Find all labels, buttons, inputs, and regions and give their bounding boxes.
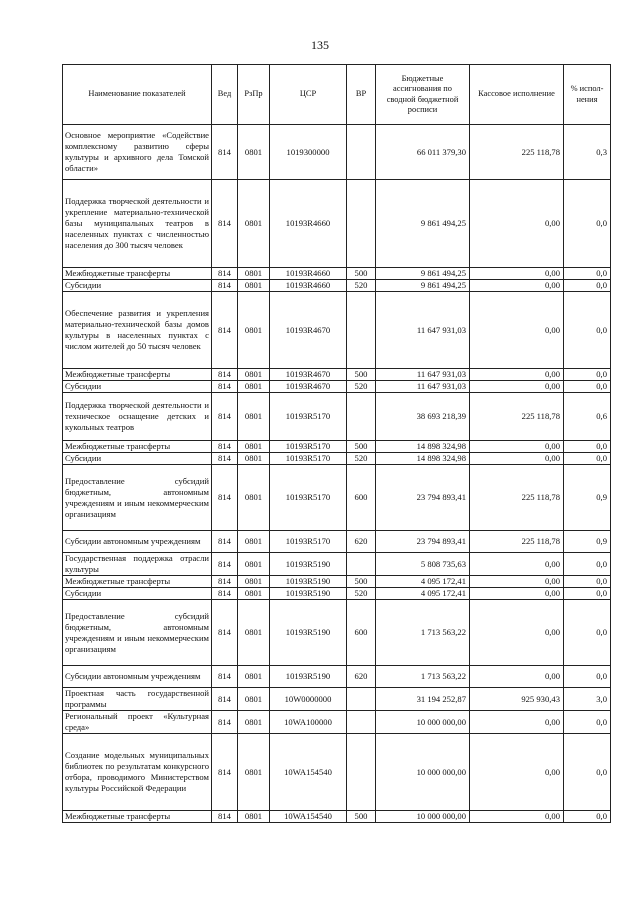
table-row: [63, 369, 611, 381]
cell-pct: 0,0: [564, 600, 611, 666]
cell-ved: 814: [212, 268, 238, 280]
cell-pct: 0,0: [564, 280, 611, 292]
header-ved: Вед: [212, 65, 238, 125]
cell-csr: 10W0000000: [270, 688, 347, 711]
cell-ved: 814: [212, 553, 238, 576]
cell-rzpr: 0801: [238, 268, 270, 280]
cell-rzpr: 0801: [238, 588, 270, 600]
cell-cash: 0,00: [470, 292, 564, 369]
table-row: [63, 268, 611, 280]
cell-cash: 225 118,78: [470, 393, 564, 441]
cell-cash: 0,00: [470, 453, 564, 465]
cell-csr: 10WA154540: [270, 734, 347, 811]
header-csr: ЦСР: [270, 65, 347, 125]
table-row: [63, 531, 611, 553]
cell-csr: 10193R5170: [270, 441, 347, 453]
table-row: [63, 393, 611, 441]
cell-pct: 0,0: [564, 381, 611, 393]
cell-name: Межбюджетные трансферты: [63, 369, 212, 381]
cell-pct: 0,0: [564, 268, 611, 280]
cell-name: Субсидии: [63, 280, 212, 292]
cell-budget: 11 647 931,03: [376, 292, 470, 369]
cell-vr: 600: [347, 465, 376, 531]
cell-cash: 0,00: [470, 711, 564, 734]
cell-vr: [347, 125, 376, 180]
cell-budget: 23 794 893,41: [376, 531, 470, 553]
cell-pct: 0,0: [564, 576, 611, 588]
cell-csr: 10193R5190: [270, 600, 347, 666]
cell-pct: 0,0: [564, 180, 611, 268]
table-row: [63, 180, 611, 268]
table-row: [63, 576, 611, 588]
cell-cash: 0,00: [470, 576, 564, 588]
cell-vr: 520: [347, 280, 376, 292]
cell-pct: 0,9: [564, 531, 611, 553]
cell-csr: 10193R5190: [270, 576, 347, 588]
cell-cash: 225 118,78: [470, 465, 564, 531]
cell-rzpr: 0801: [238, 711, 270, 734]
cell-pct: 0,0: [564, 292, 611, 369]
cell-name: Региональный проект «Культурная среда»: [63, 711, 212, 734]
cell-name: Поддержка творческой деятельности и техническое оснащение детских и кукольных театров: [63, 393, 212, 441]
cell-cash: 0,00: [470, 268, 564, 280]
cell-ved: 814: [212, 393, 238, 441]
cell-budget: 9 861 494,25: [376, 268, 470, 280]
cell-ved: 814: [212, 369, 238, 381]
cell-rzpr: 0801: [238, 688, 270, 711]
cell-ved: 814: [212, 292, 238, 369]
cell-name: Субсидии автономным учреждениям: [63, 666, 212, 688]
cell-ved: 814: [212, 576, 238, 588]
cell-csr: 10193R4660: [270, 280, 347, 292]
cell-vr: [347, 734, 376, 811]
table-header-row: [63, 65, 611, 125]
cell-rzpr: 0801: [238, 734, 270, 811]
header-pct: % испол-нения: [564, 65, 611, 125]
cell-cash: 0,00: [470, 553, 564, 576]
cell-name: Предоставление субсидий бюджетным, автономным учреждениям и иным некоммерческим организациям: [63, 465, 212, 531]
table-row: [63, 381, 611, 393]
cell-vr: [347, 292, 376, 369]
cell-rzpr: 0801: [238, 441, 270, 453]
cell-pct: 0,0: [564, 453, 611, 465]
cell-name: Межбюджетные трансферты: [63, 441, 212, 453]
cell-csr: 10193R5170: [270, 531, 347, 553]
cell-csr: 10WA154540: [270, 811, 347, 823]
table-row: [63, 441, 611, 453]
cell-rzpr: 0801: [238, 531, 270, 553]
header-cash: Кассовое исполнение: [470, 65, 564, 125]
table-row: [63, 465, 611, 531]
cell-rzpr: 0801: [238, 280, 270, 292]
cell-budget: 1 713 563,22: [376, 666, 470, 688]
cell-ved: 814: [212, 125, 238, 180]
cell-pct: 0,0: [564, 369, 611, 381]
cell-budget: 10 000 000,00: [376, 711, 470, 734]
cell-name: Субсидии: [63, 453, 212, 465]
table-row: [63, 666, 611, 688]
cell-vr: [347, 393, 376, 441]
table-row: [63, 688, 611, 711]
cell-ved: 814: [212, 531, 238, 553]
cell-name: Субсидии: [63, 381, 212, 393]
cell-csr: 1019300000: [270, 125, 347, 180]
table-row: [63, 734, 611, 811]
cell-rzpr: 0801: [238, 576, 270, 588]
cell-csr: 10193R4670: [270, 369, 347, 381]
table-row: [63, 553, 611, 576]
cell-rzpr: 0801: [238, 369, 270, 381]
cell-name: Субсидии: [63, 588, 212, 600]
cell-ved: 814: [212, 280, 238, 292]
cell-vr: 620: [347, 531, 376, 553]
cell-csr: 10193R4670: [270, 292, 347, 369]
cell-vr: 520: [347, 588, 376, 600]
header-budget: Бюджетные ассигнования по сводной бюджетной росписи: [376, 65, 470, 125]
cell-ved: 814: [212, 711, 238, 734]
table-row: [63, 600, 611, 666]
cell-budget: 31 194 252,87: [376, 688, 470, 711]
table-row: [63, 588, 611, 600]
cell-name: Межбюджетные трансферты: [63, 576, 212, 588]
cell-budget: 11 647 931,03: [376, 369, 470, 381]
cell-name: Государственная поддержка отрасли культуры: [63, 553, 212, 576]
cell-budget: 9 861 494,25: [376, 180, 470, 268]
cell-csr: 10193R4660: [270, 180, 347, 268]
table-row: [63, 280, 611, 292]
cell-csr: 10193R5190: [270, 666, 347, 688]
cell-cash: 225 118,78: [470, 125, 564, 180]
cell-csr: 10WA100000: [270, 711, 347, 734]
cell-ved: 814: [212, 588, 238, 600]
cell-budget: 23 794 893,41: [376, 465, 470, 531]
cell-ved: 814: [212, 688, 238, 711]
cell-budget: 4 095 172,41: [376, 576, 470, 588]
cell-pct: 3,0: [564, 688, 611, 711]
cell-cash: 0,00: [470, 666, 564, 688]
cell-pct: 0,0: [564, 553, 611, 576]
cell-name: Предоставление субсидий бюджетным, автономным учреждениям и иным некоммерческим организациям: [63, 600, 212, 666]
cell-vr: 500: [347, 576, 376, 588]
cell-cash: 0,00: [470, 600, 564, 666]
table-row: [63, 811, 611, 823]
cell-name: Межбюджетные трансферты: [63, 811, 212, 823]
cell-name: Создание модельных муниципальных библиотек по результатам конкурсного отбора, проводимого Министерством культуры Российской Федерации: [63, 734, 212, 811]
cell-rzpr: 0801: [238, 292, 270, 369]
cell-csr: 10193R5190: [270, 588, 347, 600]
cell-budget: 1 713 563,22: [376, 600, 470, 666]
table-row: [63, 292, 611, 369]
cell-pct: 0,0: [564, 441, 611, 453]
cell-ved: 814: [212, 811, 238, 823]
cell-name: Поддержка творческой деятельности и укрепление материально-технической базы муниципальных театров в населенных пунктах с численностью населения до 300 тысяч человек: [63, 180, 212, 268]
cell-rzpr: 0801: [238, 553, 270, 576]
header-name: Наименование показателей: [63, 65, 212, 125]
cell-budget: 10 000 000,00: [376, 811, 470, 823]
cell-rzpr: 0801: [238, 125, 270, 180]
cell-cash: 0,00: [470, 369, 564, 381]
cell-csr: 10193R5170: [270, 393, 347, 441]
cell-name: Субсидии автономным учреждениям: [63, 531, 212, 553]
cell-pct: 0,6: [564, 393, 611, 441]
cell-name: Основное мероприятие «Содействие комплексному развитию сферы культуры и архивного дела Томской области»: [63, 125, 212, 180]
cell-vr: 500: [347, 369, 376, 381]
cell-rzpr: 0801: [238, 666, 270, 688]
cell-vr: 620: [347, 666, 376, 688]
cell-budget: 66 011 379,30: [376, 125, 470, 180]
cell-cash: 0,00: [470, 180, 564, 268]
cell-vr: [347, 553, 376, 576]
table-row: [63, 711, 611, 734]
cell-ved: 814: [212, 734, 238, 811]
cell-ved: 814: [212, 453, 238, 465]
cell-name: Межбюджетные трансферты: [63, 268, 212, 280]
cell-budget: 4 095 172,41: [376, 588, 470, 600]
cell-csr: 10193R5190: [270, 553, 347, 576]
cell-pct: 0,0: [564, 666, 611, 688]
cell-vr: [347, 180, 376, 268]
cell-ved: 814: [212, 441, 238, 453]
cell-cash: 0,00: [470, 734, 564, 811]
cell-vr: [347, 688, 376, 711]
cell-vr: 500: [347, 268, 376, 280]
budget-table: [62, 64, 611, 823]
cell-vr: 500: [347, 441, 376, 453]
cell-pct: 0,0: [564, 811, 611, 823]
cell-vr: 520: [347, 453, 376, 465]
cell-budget: 14 898 324,98: [376, 441, 470, 453]
table-row: [63, 453, 611, 465]
cell-name: Обеспечение развития и укрепления материально-технической базы домов культуры в населенных пунктах с числом жителей до 50 тысяч человек: [63, 292, 212, 369]
cell-rzpr: 0801: [238, 811, 270, 823]
cell-cash: 0,00: [470, 811, 564, 823]
cell-rzpr: 0801: [238, 180, 270, 268]
cell-cash: 0,00: [470, 381, 564, 393]
header-vr: ВР: [347, 65, 376, 125]
cell-pct: 0,9: [564, 465, 611, 531]
cell-budget: 38 693 218,39: [376, 393, 470, 441]
cell-budget: 14 898 324,98: [376, 453, 470, 465]
cell-csr: 10193R5170: [270, 453, 347, 465]
cell-cash: 0,00: [470, 280, 564, 292]
cell-budget: 9 861 494,25: [376, 280, 470, 292]
cell-vr: 500: [347, 811, 376, 823]
cell-ved: 814: [212, 180, 238, 268]
cell-ved: 814: [212, 666, 238, 688]
cell-cash: 225 118,78: [470, 531, 564, 553]
cell-csr: 10193R4660: [270, 268, 347, 280]
cell-csr: 10193R4670: [270, 381, 347, 393]
cell-pct: 0,0: [564, 588, 611, 600]
cell-cash: 0,00: [470, 588, 564, 600]
cell-rzpr: 0801: [238, 393, 270, 441]
cell-budget: 11 647 931,03: [376, 381, 470, 393]
page-number: 135: [311, 38, 329, 52]
cell-vr: 520: [347, 381, 376, 393]
cell-csr: 10193R5170: [270, 465, 347, 531]
cell-rzpr: 0801: [238, 600, 270, 666]
cell-cash: 925 930,43: [470, 688, 564, 711]
cell-rzpr: 0801: [238, 381, 270, 393]
cell-pct: 0,0: [564, 711, 611, 734]
cell-pct: 0,0: [564, 734, 611, 811]
cell-pct: 0,3: [564, 125, 611, 180]
cell-budget: 10 000 000,00: [376, 734, 470, 811]
table-row: [63, 125, 611, 180]
cell-ved: 814: [212, 381, 238, 393]
cell-cash: 0,00: [470, 441, 564, 453]
cell-vr: [347, 711, 376, 734]
cell-ved: 814: [212, 465, 238, 531]
cell-name: Проектная часть государственной программы: [63, 688, 212, 711]
cell-rzpr: 0801: [238, 453, 270, 465]
cell-vr: 600: [347, 600, 376, 666]
cell-budget: 5 808 735,63: [376, 553, 470, 576]
cell-ved: 814: [212, 600, 238, 666]
header-rzpr: РзПр: [238, 65, 270, 125]
cell-rzpr: 0801: [238, 465, 270, 531]
